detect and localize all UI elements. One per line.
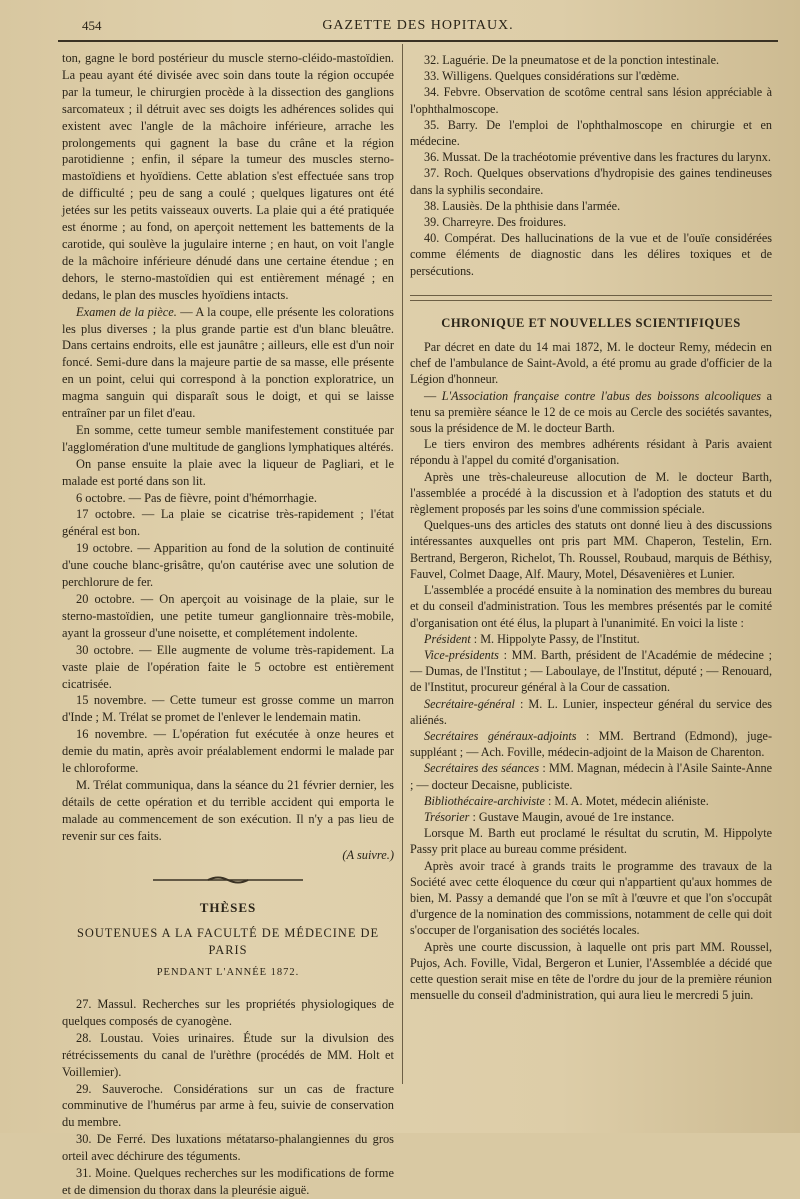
board-entry [410, 696, 772, 728]
paragraph: 30 octobre. — Elle augmente de volume très-rapidement. La vaste plaie de l'opération faite le 5 octobre est entièrement cicatrisée. [62, 642, 394, 691]
paragraph: M. Trélat communiqua, dans la séance du 21 février dernier, les détails de cette opération et du terrible accident qui emporta le malade au commencement de son exécution. Il n'y a pas lieu de revenir sur ces faits. [62, 777, 394, 843]
theses-title: THÈSES [199, 900, 257, 916]
board-members: : Gustave Maugin, avoué de 1re instance. [469, 809, 675, 824]
board-members: : M. L. Lunier, inspecteur général du service des aliénés. [410, 696, 772, 727]
paragraph [410, 388, 772, 437]
to-be-continued: (A suivre.) [342, 847, 394, 862]
paragraph: Après une courte discussion, à laquelle ont pris part MM. Roussel, Pujos, Ach. Foville, Vidal, Bergeron et Lunier, l'Assemblée a décidé que cette question serait mise en tête de l'ordre du jour de la première réunion mensuelle du conseil d'administration, qui aura lieu le mercredi 5 juin. [410, 939, 772, 1003]
ornament-icon [153, 875, 303, 885]
paragraph: 6 octobre. — Pas de fièvre, point d'hémorrhagie. [76, 490, 318, 505]
thesis-entry: 36. Mussat. De la trachéotomie préventive dans les fractures du larynx. [424, 150, 771, 165]
paragraph-label: Examen de la pièce. [76, 304, 177, 319]
column-divider [402, 44, 403, 1084]
ornament-divider [62, 874, 394, 891]
thesis-entry: 33. Willigens. Quelques considérations sur l'œdème. [424, 69, 680, 84]
paragraph: 16 novembre. — L'opération fut exécutée à onze heures et demie du matin, après avoir préalablement endormi le malade par le chloroforme. [62, 727, 394, 776]
paragraph: Par décret en date du 14 mai 1872, M. le docteur Remy, médecin en chef de l'ambulance de Saint-Avold, a été promu au grade d'officier de la Légion d'honneur. [410, 340, 772, 387]
theses-year: PENDANT L'ANNÉE 1872. [156, 967, 300, 979]
paragraph: Après une très-chaleureuse allocution de M. le docteur Barth, l'assemblée a procédé à la discussion et à l'adoption des statuts et du règlement proposés par les soins d'une commission spéciale. [410, 469, 772, 517]
board-entry [410, 809, 772, 825]
page-number: 454 [82, 18, 102, 33]
thesis-entry: 34. Febvre. Observation de scotôme central sans lésion appréciable à l'ophthalmoscope. [410, 85, 772, 116]
paragraph: Lorsque M. Barth eut proclamé le résultat du scrutin, M. Hippolyte Passy prit place au bureau comme président. [410, 826, 772, 857]
thesis-entry: 39. Charreyre. Des froidures. [424, 215, 567, 230]
paragraph: 19 octobre. — Apparition au fond de la solution de continuité d'une couche blanc-grisâtre, qu'on cautérise avec une solution de perchlorure de fer. [62, 541, 394, 590]
journal-title: GAZETTE DES HOPITAUX. [322, 18, 514, 33]
association-name: L'Association française contre l'abus des boissons alcooliques [441, 388, 762, 403]
board-members: : M. A. Motet, médecin aliéniste. [544, 793, 709, 808]
thesis-entry: 35. Barry. De l'emploi de l'ophthalmoscope en chirurgie et en médecine. [410, 117, 772, 149]
paragraph: En somme, cette tumeur semble manifestement constituée par l'agglomération d'une multitude de ganglions lymphatiques altérés. [62, 422, 394, 454]
board-members: : MM. Barth, président de l'Académie de médecine ; — Dumas, de l'Institut ; — Laboulaye, de l'Institut, député ; — Renouard, de l'Institut, procureur général à la Cour de cassation. [410, 647, 772, 695]
thesis-entry: 37. Roch. Quelques observations d'hydropisie des gaines tendineuses dans la syphilis secondaire. [410, 166, 772, 197]
board-role: Secrétaire-général [424, 696, 515, 711]
board-role: Bibliothécaire-archiviste [424, 793, 545, 808]
board-role: Vice-présidents [424, 647, 499, 662]
thesis-entry: 32. Laguérie. De la pneumatose et de la ponction intestinale. [424, 53, 720, 67]
board-entry [410, 728, 772, 760]
paragraph: ton, gagne le bord postérieur du muscle sterno-cléido-mastoïdien. La peau ayant été divisée avec soin dans toute la région occupée par la tumeur, le chirurgien procède à la dissection des ganglions sarcomateux ; il détruit avec ses doigts les adhérences solides qui existent avec l'angle de la mâchoire inférieure, arrache les prolongements qui gagnent la base du crâne et la région parotidienne ; enfin, il sépare la tumeur des muscles sterno-mastoïdiens et hyoïdiens. Cette ablation s'est effectuée sans trop de difficulté ; peu de sang a coulé ; quelques ligatures ont été jetées sur les petits vaisseaux ouverts. La plaie qui a été pratiquée est énorme ; au fond, on aperçoit nettement les battements de la carotide, qui soulève la jugulaire interne ; en haut, on voit l'angle de la mâchoire inférieure dénudé dans une certaine étendue ; en dehors, le sterno-mastoïdien qui est entièrement ménagé ; en dedans, le plan des muscles hyoïdiens intacts. [62, 51, 394, 302]
paragraph: L'assemblée a procédé ensuite à la nomination des membres du bureau et du conseil d'administration. Tous les membres présentés par le comité d'organisation ont été élus, la plupart à l'unanimité. En voici la liste : [410, 583, 772, 630]
board-role: Trésorier [424, 809, 470, 824]
paragraph: 20 octobre. — On aperçoit au voisinage de la plaie, sur le sterno-mastoïdien, une petite tumeur ganglionnaire très-mobile, ayant la grosseur d'une noisette, et complétement indolente. [62, 592, 394, 640]
thesis-entry: 29. Sauveroche. Considérations sur un cas de fracture comminutive de l'humérus par arme à feu, suivie de conservation du membre. [62, 1081, 394, 1130]
board-members: : MM. Bertrand (Edmond), juge-suppléant ; — Ach. Foville, médecin-adjoint de la Maison de Charenton. [410, 728, 773, 760]
dash: — [424, 388, 442, 403]
chronicle-title: CHRONIQUE ET NOUVELLES SCIENTIFIQUES [441, 315, 741, 330]
board-role: Président [424, 631, 471, 646]
paragraph: 17 octobre. — La plaie se cicatrise très-rapidement ; l'état général est bon. [62, 507, 394, 539]
board-entry [410, 760, 772, 792]
board-entry [410, 647, 772, 696]
paragraph: Le tiers environ des membres adhérents résidant à Paris avaient répondu à l'appel du comité d'organisation. [410, 437, 772, 468]
section-divider [410, 295, 772, 301]
thesis-entry: 27. Massul. Recherches sur les propriétés physiologiques de quelques composés de cyanogène. [62, 997, 394, 1028]
left-column [62, 50, 394, 1199]
thesis-entry: 31. Moine. Quelques recherches sur les modifications de forme et de dimension du thorax dans la pleurésie aiguë. [62, 1166, 394, 1197]
board-members: : M. Hippolyte Passy, de l'Institut. [470, 631, 640, 646]
paragraph: On panse ensuite la plaie avec la liqueur de Pagliari, et le malade est porté dans son lit. [62, 456, 394, 488]
paragraph [62, 304, 394, 422]
paragraph-text: a tenu sa première séance le 12 de ce mois au Cercle des sociétés savantes, sous la présidence de M. le docteur Barth. [410, 388, 773, 436]
right-column [410, 52, 772, 1003]
thesis-entry: 30. De Ferré. Des luxations métatarso-phalangiennes du gros orteil avec déchirure des téguments. [62, 1132, 394, 1164]
page-header [58, 14, 778, 42]
paragraph: Après avoir tracé à grands traits le programme des travaux de la Société avec cette éloquence du cœur qui n'appartient qu'aux hommes de bien, M. Passy a demandé que l'on se mît à l'œuvre et que l'on s'occupât d'urgence de la nomination des commissions, notamment de celle qui doit s'occuper de l'organisation des sociétés locales. [410, 858, 772, 938]
paragraph: 15 novembre. — Cette tumeur est grosse comme un marron d'Inde ; M. Trélat se promet de l'enlever le lendemain matin. [62, 693, 394, 725]
board-members: : MM. Magnan, médecin à l'Asile Sainte-Anne ; — docteur Decaisne, publiciste. [410, 761, 772, 792]
board-entry [410, 631, 772, 647]
paragraph-text: — A la coupe, elle présente les colorations les plus diverses ; la plus grande partie est d'un blanc bleuâtre. Dans certains endroits, elle est jaunâtre ; ailleurs, elle est d'un noir foncé. Semi-dure dans la majeure partie de sa masse, elle présente en un point, celui qui correspond à la ponction exploratrice, un magma sanguin qui disparaît sous le doigt, et qui se laisse entraîner par un filet d'eau. [62, 304, 394, 421]
thesis-entry: 38. Lausiès. De la phthisie dans l'armée. [424, 198, 621, 213]
thesis-entry: 28. Loustau. Voies urinaires. Étude sur la divulsion des rétrécissements du canal de l'urèthre (procédés de MM. Holt et Voillemier). [62, 1030, 394, 1079]
board-entry [410, 793, 772, 809]
thesis-entry: 40. Compérat. Des hallucinations de la vue et de l'ouïe considérées comme éléments de diagnostic dans les délires toxiques et de persécutions. [410, 231, 772, 278]
theses-subtitle: SOUTENUES A LA FACULTÉ DE MÉDECINE DE PARIS [76, 926, 380, 958]
board-role: Secrétaires généraux-adjoints [424, 728, 577, 743]
board-role: Secrétaires des séances [424, 761, 540, 776]
paragraph: Quelques-uns des articles des statuts ont donné lieu à des discussions intéressantes auxquelles ont pris part MM. Chaperon, Testelin, Ern. Bertrand, Bergeron, Richelot, Th. Roussel, Roubaud, marquis de Béthisy, Fauvel, Colmet Daage, Alf. Maury, Motel, Désavenières et Lunier. [410, 518, 772, 581]
